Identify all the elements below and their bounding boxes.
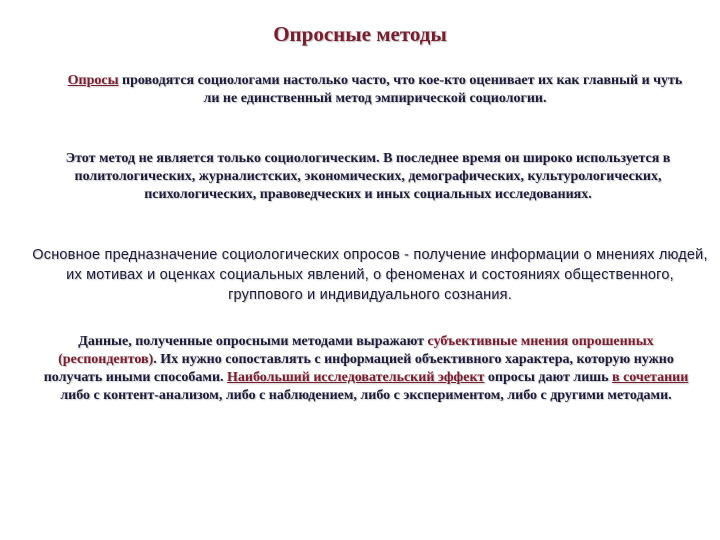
highlight-research-effect: Наибольший исследовательский эффект xyxy=(227,370,485,385)
paragraph-text: опросы дают лишь xyxy=(484,370,613,385)
paragraph-text: Данные, полученные опросными методами выражают xyxy=(78,334,428,349)
term-surveys: Опросы xyxy=(67,73,119,88)
paragraph-method-scope xyxy=(38,150,698,204)
paragraph-main-purpose xyxy=(32,245,708,305)
paragraph-data-evaluation xyxy=(34,333,698,405)
slide-title: Опросные методы xyxy=(273,22,447,46)
paragraph-surveys-frequency xyxy=(60,72,690,108)
paragraph-text: либо с контент-анализом, либо с наблюдением, либо с экспериментом, либо с другими методами. xyxy=(60,388,672,403)
highlight-subjective-opinions: субъективные мнения опрошенных (респондентов) xyxy=(58,334,654,367)
paragraph-text: проводятся социологами настолько часто, что кое-кто оценивает их как главный и чуть ли не единственный метод эмпирической социологии. xyxy=(118,73,683,106)
highlight-in-combination: в сочетании xyxy=(612,370,689,385)
paragraph-text: Этот метод не является только социологическим. В последнее время он широко используется в политологических, журналистских, экономических, демографических, культурологических, психологических, правоведческих и иных социальных исследованиях. xyxy=(65,151,671,202)
paragraph-text: Основное предназначение социологических опросов - получение информации о мнениях людей, их мотивах и оценках социальных явлений, о феноменах и состояниях общественного, группового и индивидуального сознания. xyxy=(32,247,708,303)
paragraph-text: . Их нужно сопоставлять с информацией объективного характера, которую нужно получать иными способами. xyxy=(43,352,674,385)
